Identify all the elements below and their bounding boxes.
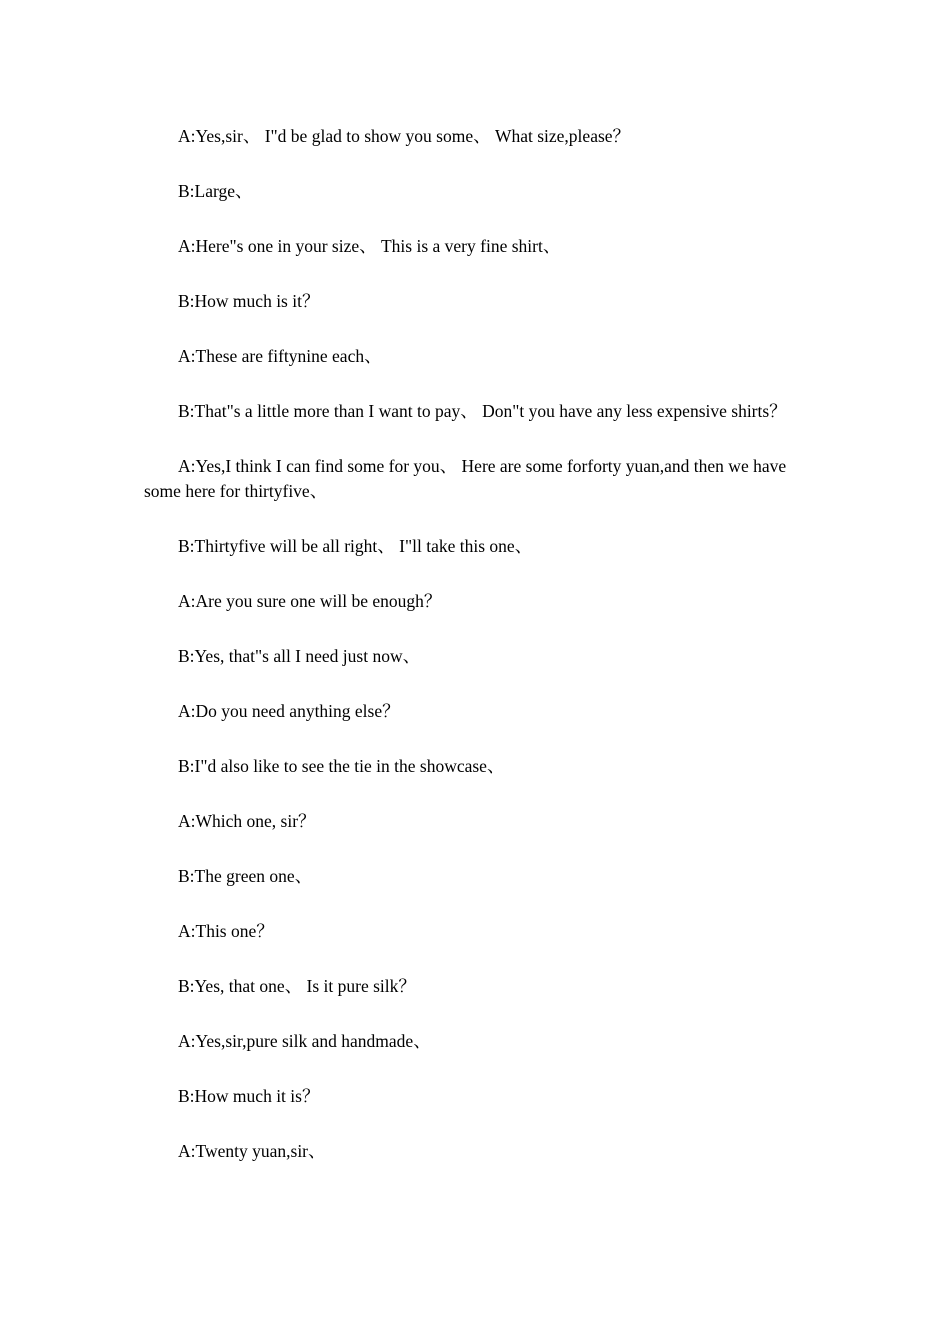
dialogue-line: A:These are fiftynine each、 (178, 346, 382, 366)
dialogue-line: A:Here"s one in your size、 This is a very fine shirt、 (178, 236, 561, 256)
dialogue-line: B:Yes, that"s all I need just now、 (178, 646, 421, 666)
dialogue-line: A:Yes,sir、 I"d be glad to show you some、 What size,please？ (178, 126, 631, 146)
dialogue-line: B:How much it is？ (178, 1086, 320, 1106)
dialogue-line: B:I"d also like to see the tie in the showcase、 (178, 756, 505, 776)
dialogue-line: B:How much is it？ (178, 291, 320, 311)
dialogue-line: A:Are you sure one will be enough？ (178, 591, 442, 611)
dialogue-line: B:That"s a little more than I want to pay、 Don"t you have any less expensive shirts？ (178, 401, 787, 421)
dialogue-line: B:Thirtyfive will be all right、 I"ll take this one、 (178, 536, 533, 556)
dialogue-line: A:Do you need anything else？ (178, 701, 400, 721)
dialogue-line: B:Yes, that one、 Is it pure silk？ (178, 976, 416, 996)
dialogue-line: A:Yes,I think I can find some for you、 Here are some forforty yuan,and then we have some here for thirtyfive、 (144, 456, 787, 501)
dialogue-line: A:Twenty yuan,sir、 (178, 1141, 326, 1161)
dialogue-line: A:Yes,sir,pure silk and handmade、 (178, 1031, 431, 1051)
dialogue-line: A:Which one, sir？ (178, 811, 316, 831)
dialogue-line: B:The green one、 (178, 866, 313, 886)
dialogue-body (144, 124, 808, 1194)
dialogue-line: A:This one？ (178, 921, 274, 941)
dialogue-line: B:Large、 (178, 181, 253, 201)
